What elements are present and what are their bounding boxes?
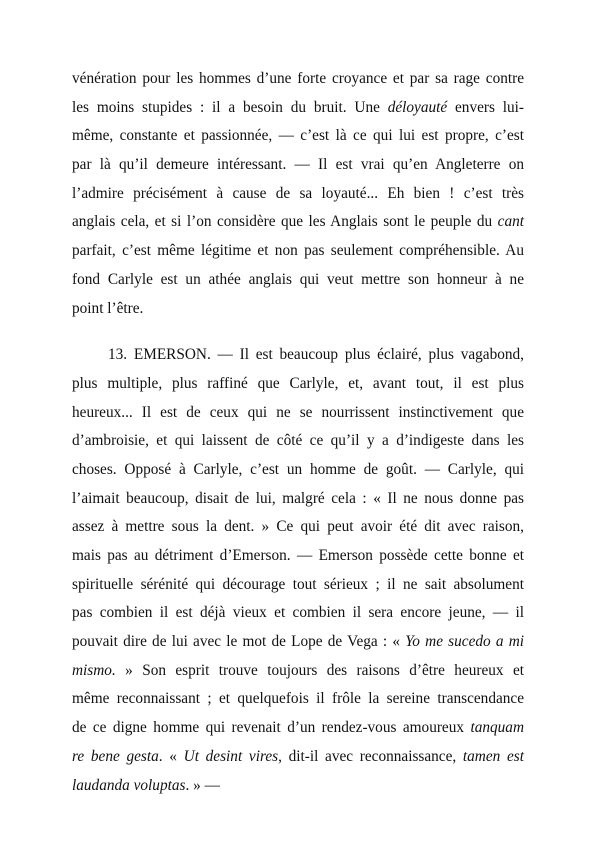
- italic-text: laudanda voluptas: [72, 776, 186, 794]
- italic-text: Ut desint vires: [183, 747, 279, 765]
- text-line: [72, 456, 524, 485]
- text-line: [72, 657, 524, 686]
- text-run: anglais cela, et si l’on considère que les Anglais sont le peuple du: [72, 213, 498, 231]
- text-run: pouvait dire de lui avec le mot de Lope de Vega : «: [72, 633, 406, 651]
- text-run: fond Carlyle est un athée anglais qui veut mettre son honneur à ne: [72, 270, 524, 288]
- italic-text: cant: [497, 213, 524, 231]
- italic-text: tamen est: [462, 747, 524, 765]
- text-run: parfait, c’est même légitime et non pas seulement compréhensible. Au: [72, 242, 524, 260]
- text-line: [72, 427, 524, 456]
- text-line: [72, 180, 524, 209]
- text-run: point l’être.: [72, 299, 144, 317]
- italic-text: Yo me sucedo a mi: [405, 633, 525, 651]
- text-run: par là qu’il demeure intéressant. — Il est vrai qu’en Angleterre on: [72, 156, 524, 174]
- text-line: [72, 772, 524, 801]
- text-line: [72, 208, 524, 237]
- document-page: [72, 65, 524, 800]
- paragraph-emerson: [72, 341, 524, 800]
- text-line: [72, 485, 524, 514]
- text-line: [72, 571, 524, 600]
- text-run: . «: [158, 747, 184, 765]
- text-run: l’admire précisément à cause de sa loyauté... Eh bien ! c’est très: [72, 184, 524, 202]
- text-run: l’aimait beaucoup, disait de lui, malgré cela : « Il ne nous donne pas: [72, 489, 524, 507]
- text-run: » Son esprit trouve toujours des raisons d’être heureux et: [115, 661, 524, 679]
- text-line: [72, 370, 524, 399]
- paragraph-gap: [72, 323, 524, 341]
- text-line: [72, 628, 524, 657]
- text-run: heureux... Il est de ceux qui ne se nourrissent instinctivement que: [72, 403, 524, 421]
- italic-text: tanquam: [470, 719, 524, 737]
- text-line: [72, 151, 524, 180]
- italic-text: mismo.: [72, 661, 116, 679]
- text-run: spirituelle sérénité qui décourage tout sérieux ; il ne sait absolument: [72, 575, 524, 593]
- text-run: même reconnaissant ; et quelquefois il frôle la sereine transcendance: [72, 690, 524, 708]
- text-line: [72, 237, 524, 266]
- text-run: plus multiple, plus raffiné que Carlyle, et, avant tout, il est plus: [72, 374, 524, 392]
- text-run: 13. EMERSON. — Il est beaucoup plus éclairé, plus vagabond,: [108, 346, 524, 364]
- text-run: . » —: [185, 776, 220, 794]
- text-run: assez à mettre sous la dent. » Ce qui peut avoir été dit avec raison,: [72, 518, 524, 536]
- text-run: de ce digne homme qui revenait d’un rendez-vous amoureux: [72, 719, 471, 737]
- text-line: [72, 399, 524, 428]
- text-line: [72, 122, 524, 151]
- text-run: , dit-il avec reconnaissance,: [278, 747, 463, 765]
- text-line: [72, 714, 524, 743]
- text-line: [72, 685, 524, 714]
- paragraph-carlyle: [72, 65, 524, 323]
- text-line: [72, 295, 524, 324]
- italic-text: re bene gesta: [72, 747, 159, 765]
- text-run: choses. Opposé à Carlyle, c’est un homme de goût. — Carlyle, qui: [72, 460, 524, 478]
- text-run: d’ambroisie, et qui laissent de côté ce qu’il y a d’indigeste dans les: [72, 432, 524, 450]
- text-run: mais pas au détriment d’Emerson. — Emerson possède cette bonne et: [72, 547, 524, 564]
- text-line: [72, 743, 524, 772]
- text-run: même, constante et passionnée, — c’est là ce qui lui est propre, c’est: [72, 127, 524, 145]
- text-run: pas combien il est déjà vieux et combien il sera encore jeune, — il: [72, 604, 524, 622]
- text-line: [72, 599, 524, 628]
- text-run: les moins stupides : il a besoin du bruit. Une: [72, 98, 388, 116]
- text-run: envers lui-: [447, 98, 524, 116]
- italic-text: déloyauté: [387, 98, 448, 116]
- text-line: [72, 94, 524, 123]
- text-line: [72, 341, 524, 370]
- text-run: vénération pour les hommes d’une forte croyance et par sa rage contre: [72, 70, 524, 87]
- text-line: [72, 65, 524, 94]
- text-line: [72, 266, 524, 295]
- text-line: [72, 513, 524, 542]
- text-line: [72, 542, 524, 571]
